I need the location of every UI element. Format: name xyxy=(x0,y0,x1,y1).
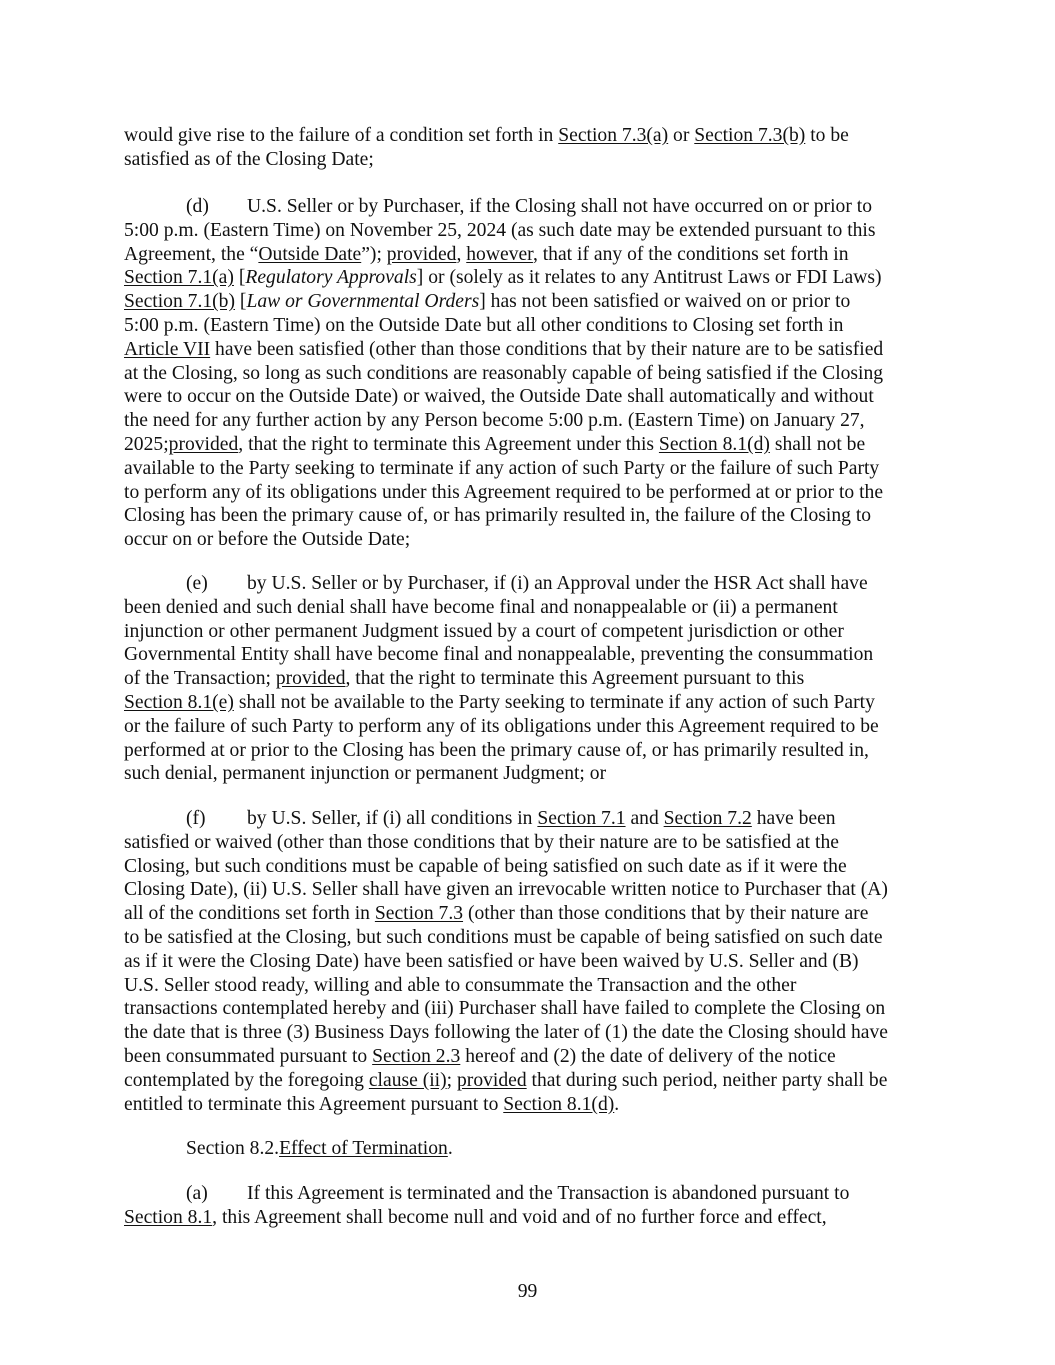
text-line xyxy=(124,195,944,219)
section-reference: Section 7.3 xyxy=(374,903,464,925)
text: ; xyxy=(446,1069,457,1091)
text: ] or (solely as it relates to any Antitrust Laws or FDI Laws) xyxy=(416,267,882,289)
clause-reference: clause (ii) xyxy=(368,1069,447,1091)
text-line xyxy=(124,1069,944,1093)
text-line: been denied and such denial shall have become final and nonappealable or (ii) a permanent xyxy=(124,596,838,618)
text-line xyxy=(124,1093,944,1117)
provided-term: provided xyxy=(275,668,346,690)
continuation-paragraph xyxy=(124,124,944,172)
text-line xyxy=(124,243,944,267)
text: 2025; xyxy=(124,433,169,455)
text-line xyxy=(124,667,944,691)
text-line xyxy=(124,338,944,362)
page-number: 99 xyxy=(517,1281,538,1302)
section-reference: Section 7.3(b) xyxy=(694,125,806,146)
clause-label: (e) xyxy=(186,573,208,594)
clause-label: (d) xyxy=(186,196,209,217)
text-line xyxy=(124,124,944,148)
text-line: at the Closing, so long as such conditions are reasonably capable of being satisfied if the Closing xyxy=(124,362,884,384)
text: would give rise to the failure of a condition set forth in xyxy=(124,125,559,146)
text-line: Governmental Entity shall have become final and nonappealable, preventing the consummation xyxy=(124,644,874,666)
section-reference: Section 8.1(d) xyxy=(658,433,770,455)
text: , this Agreement shall become null and void and of no further force and effect, xyxy=(212,1206,827,1228)
text: of the Transaction; xyxy=(124,668,276,690)
text: and xyxy=(625,808,664,829)
text: contemplated by the foregoing xyxy=(124,1069,369,1091)
text-line: to perform any of its obligations under this Agreement required to be performed at or prior to the xyxy=(124,481,884,503)
section-reference: Section 2.3 xyxy=(372,1045,461,1067)
section-reference: Section 7.1 xyxy=(537,808,626,829)
text: U.S. Seller or by Purchaser, if the Closing shall not have occurred on or prior to xyxy=(247,196,872,217)
text: have been xyxy=(751,808,836,829)
text-line: available to the Party seeking to terminate if any action of such Party or the failure of such Party xyxy=(124,457,880,479)
clause-label: (a) xyxy=(186,1183,208,1204)
text-line xyxy=(124,266,944,290)
text-line: or the failure of such Party to perform any of its obligations under this Agreement required to be xyxy=(124,715,879,737)
text: , that if any of the conditions set forth in xyxy=(532,243,849,265)
text: shall not be available to the Party seeking to terminate if any action of such Party xyxy=(233,691,875,713)
provided-term: provided xyxy=(168,433,239,455)
text-line: the need for any further action by any Person become 5:00 p.m. (Eastern Time) on January 27, xyxy=(124,410,865,432)
text: [ xyxy=(233,267,246,289)
section-reference: Section 8.1(d) xyxy=(503,1093,615,1115)
text-line: such denial, permanent injunction or permanent Judgment; or xyxy=(124,763,607,785)
text-line: were to occur on the Outside Date) or waived, the Outside Date shall automatically and without xyxy=(124,386,874,408)
clause-8-2-a xyxy=(124,1182,944,1230)
text: shall not be xyxy=(769,433,866,455)
text: . xyxy=(447,1138,453,1159)
section-title: Effect of Termination xyxy=(279,1138,448,1159)
text: by U.S. Seller or by Purchaser, if (i) an Approval under the HSR Act shall have xyxy=(247,573,868,594)
text: [ xyxy=(235,291,247,313)
text: by U.S. Seller, if (i) all conditions in xyxy=(247,808,538,829)
section-reference: Section 7.1(a) xyxy=(124,267,234,289)
text-line: Closing, but such conditions must be capable of being satisfied on such date as if it were the xyxy=(124,855,847,877)
text: to be xyxy=(805,125,849,146)
text: that during such period, neither party shall be xyxy=(526,1069,888,1091)
text-line xyxy=(124,691,944,715)
text-line: as if it were the Closing Date) have been satisfied or have been waived by U.S. Seller and (B) xyxy=(124,950,859,972)
text-line: Closing Date), (ii) U.S. Seller shall have given an irrevocable written notice to Purchaser that (A) xyxy=(124,879,888,901)
text: been consummated pursuant to xyxy=(124,1045,373,1067)
text: , that the right to terminate this Agreement pursuant to this xyxy=(345,668,805,690)
text-line: Closing has been the primary cause of, or has primarily resulted in, the failure of the Closing to xyxy=(124,505,872,527)
section-reference: Section 7.3(a) xyxy=(558,125,669,146)
text-line: transactions contemplated hereby and (iii) Purchaser shall have failed to complete the Closing on xyxy=(124,998,886,1020)
section-reference: Section 7.1(b) xyxy=(124,291,236,313)
text-line xyxy=(124,807,944,831)
text-line: satisfied or waived (other than those conditions that by their nature are to be satisfied at the xyxy=(124,831,839,853)
text-line xyxy=(124,290,944,314)
text-line: the date that is three (3) Business Days following the later of (1) the date the Closing should have xyxy=(124,1022,888,1044)
text: entitled to terminate this Agreement pursuant to xyxy=(124,1093,504,1115)
text: , that the right to terminate this Agreement under this xyxy=(238,433,659,455)
bracketed-title: Law or Governmental Orders xyxy=(246,291,480,313)
text-line xyxy=(124,572,944,596)
text: have been satisfied (other than those conditions that by their nature are to be satisfied xyxy=(210,338,884,360)
text-line: to be satisfied at the Closing, but such conditions must be capable of being satisfied on such date xyxy=(124,926,883,948)
text: all of the conditions set forth in xyxy=(124,903,375,925)
text: ”); xyxy=(361,243,387,265)
text-line xyxy=(124,1206,944,1230)
article-reference: Article VII xyxy=(124,338,211,360)
text: If this Agreement is terminated and the Transaction is abandoned pursuant to xyxy=(247,1183,850,1204)
text: ] has not been satisfied or waived on or prior to xyxy=(479,291,851,313)
provided-term: provided xyxy=(457,1069,527,1091)
text: Agreement, the “ xyxy=(124,243,259,265)
text-line: U.S. Seller stood ready, willing and able to consummate the Transaction and the other xyxy=(124,974,797,996)
however-term: however xyxy=(466,243,533,265)
text: hereof and (2) the date of delivery of the notice xyxy=(460,1045,836,1067)
section-reference: Section 8.1 xyxy=(124,1206,213,1228)
text-line xyxy=(124,433,944,457)
text: . xyxy=(614,1093,620,1115)
section-reference: Section 8.1(e) xyxy=(124,691,234,713)
text-line: 5:00 p.m. (Eastern Time) on November 25, 2024 (as such date may be extended pursuant to this xyxy=(124,219,876,241)
clause-f xyxy=(124,807,944,1116)
text-line: performed at or prior to the Closing has been the primary cause of, or has primarily resulted in, xyxy=(124,739,869,761)
text-line: occur on or before the Outside Date; xyxy=(124,529,411,551)
section-reference: Section 7.2 xyxy=(663,808,752,829)
text-line: satisfied as of the Closing Date; xyxy=(124,148,374,170)
text-line xyxy=(124,1045,944,1069)
text-line: injunction or other permanent Judgment issued by a court of competent jurisdiction or other xyxy=(124,620,844,642)
clause-label: (f) xyxy=(186,808,206,829)
section-number: Section 8.2. xyxy=(186,1138,280,1159)
bracketed-title: Regulatory Approvals xyxy=(245,267,417,289)
defined-term: Outside Date xyxy=(258,243,362,265)
text-line xyxy=(124,1137,944,1161)
clause-d xyxy=(124,195,944,552)
text: or xyxy=(668,125,695,146)
clause-e xyxy=(124,572,944,786)
text-line: 5:00 p.m. (Eastern Time) on the Outside Date but all other conditions to Closing set forth in xyxy=(124,314,844,336)
section-heading xyxy=(124,1137,944,1161)
text-line xyxy=(124,1182,944,1206)
text: , xyxy=(456,243,467,265)
text-line xyxy=(124,902,944,926)
text: (other than those conditions that by their nature are xyxy=(463,903,869,925)
provided-term: provided xyxy=(386,243,457,265)
